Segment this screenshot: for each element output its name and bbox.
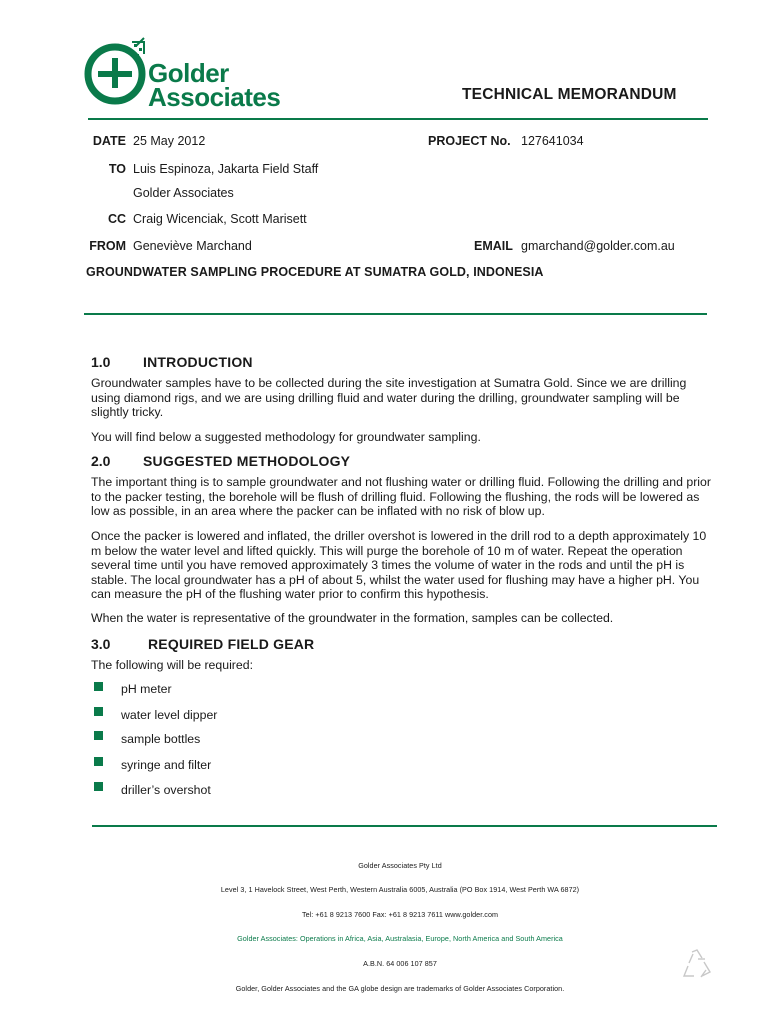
gear-item: pH meter bbox=[121, 682, 172, 696]
footer-address: Level 3, 1 Havelock Street, West Perth, Western Australia 6005, Australia (PO Box 1914, West Perth WA 6872) bbox=[220, 885, 580, 894]
memo-subject: GROUNDWATER SAMPLING PROCEDURE AT SUMATRA GOLD, INDONESIA bbox=[86, 265, 544, 279]
footer-contact: Tel: +61 8 9213 7600 Fax: +61 8 9213 7611 www.golder.com bbox=[301, 910, 499, 919]
section-3-number: 3.0 bbox=[91, 636, 111, 652]
bullet-marker bbox=[94, 731, 103, 740]
footer-operations: Golder Associates: Operations in Africa, Asia, Australasia, Europe, North America and South America bbox=[237, 934, 563, 943]
from-value: Geneviève Marchand bbox=[133, 239, 252, 253]
to-label: TO bbox=[108, 162, 126, 176]
bullet-marker bbox=[94, 757, 103, 766]
bullet-marker bbox=[94, 682, 103, 691]
gear-item: sample bottles bbox=[121, 732, 201, 746]
footer-company: Golder Associates Pty Ltd bbox=[358, 861, 442, 870]
logo-line1: Golder bbox=[148, 58, 229, 88]
email-label: EMAIL bbox=[474, 239, 513, 253]
subject-rule bbox=[84, 313, 707, 315]
section-1-title: INTRODUCTION bbox=[143, 354, 253, 370]
footer-rule bbox=[92, 825, 717, 827]
section-3-title: REQUIRED FIELD GEAR bbox=[148, 636, 315, 652]
cc-label: CC bbox=[107, 212, 126, 226]
cc-value: Craig Wicenciak, Scott Marisett bbox=[133, 212, 307, 226]
section-2-title: SUGGESTED METHODOLOGY bbox=[143, 453, 351, 469]
date-label: DATE bbox=[92, 134, 126, 148]
section-2-number: 2.0 bbox=[91, 453, 111, 469]
to-value-line2: Golder Associates bbox=[133, 186, 234, 200]
date-value: 25 May 2012 bbox=[133, 134, 206, 148]
recycle-icon bbox=[680, 948, 714, 980]
gear-item: driller’s overshot bbox=[121, 783, 211, 797]
section-3-paragraph-1: The following will be required: bbox=[91, 658, 253, 672]
golder-logo bbox=[84, 36, 284, 110]
from-label: FROM bbox=[89, 239, 126, 253]
bullet-marker bbox=[94, 707, 103, 716]
bullet-marker bbox=[94, 782, 103, 791]
section-1-paragraph-2: You will find below a suggested methodology for groundwater sampling. bbox=[91, 430, 481, 444]
document-title: TECHNICAL MEMORANDUM bbox=[462, 86, 677, 103]
section-1-number: 1.0 bbox=[91, 354, 111, 370]
footer-trademark: Golder, Golder Associates and the GA globe design are trademarks of Golder Associates Corporation. bbox=[235, 984, 565, 993]
section-1-paragraph-1: Groundwater samples have to be collected during the site investigation at Sumatra Gold. Since we are drilling using diamond rigs, and we are using drilling fluid and water during the drilling, groundwater sampling will be slightly tricky. bbox=[91, 376, 687, 420]
email-value: gmarchand@golder.com.au bbox=[521, 239, 675, 253]
logo-line2: Associates bbox=[148, 82, 281, 112]
ga-globe-icon bbox=[84, 36, 148, 108]
project-label: PROJECT No. bbox=[428, 134, 511, 148]
section-2-paragraph-2: Once the packer is lowered and inflated, the driller overshot is lowered in the drill rod to a depth approximately 10 m below the water level and lifted quickly. This will purge the borehole of 10 m of water. Repeat the operation several time until you have removed approximately 3 times the volume of water in the rods and until the pH is stable. The local groundwater has a pH of about 5, whilst the water used for flushing may have a higher pH. You can measure the pH of the flushing water prior to confirm this hypothesis. bbox=[91, 529, 707, 602]
footer-abn: A.B.N. 64 006 107 857 bbox=[363, 959, 437, 968]
section-2-paragraph-1: The important thing is to sample groundwater and not flushing water or drilling fluid. Following the drilling and prior to the packer testing, the borehole will be flush of drilling fluid. Following the flushing, the rods will be lowered as low as possible, in an area where the packer can be inflated with no risk of blow up. bbox=[91, 475, 711, 519]
header-rule bbox=[88, 118, 708, 120]
project-value: 127641034 bbox=[521, 134, 584, 148]
gear-item: water level dipper bbox=[121, 708, 218, 722]
to-value-line1: Luis Espinoza, Jakarta Field Staff bbox=[133, 162, 319, 176]
gear-item: syringe and filter bbox=[121, 758, 212, 772]
section-2-paragraph-3: When the water is representative of the groundwater in the formation, samples can be collected. bbox=[91, 611, 614, 625]
